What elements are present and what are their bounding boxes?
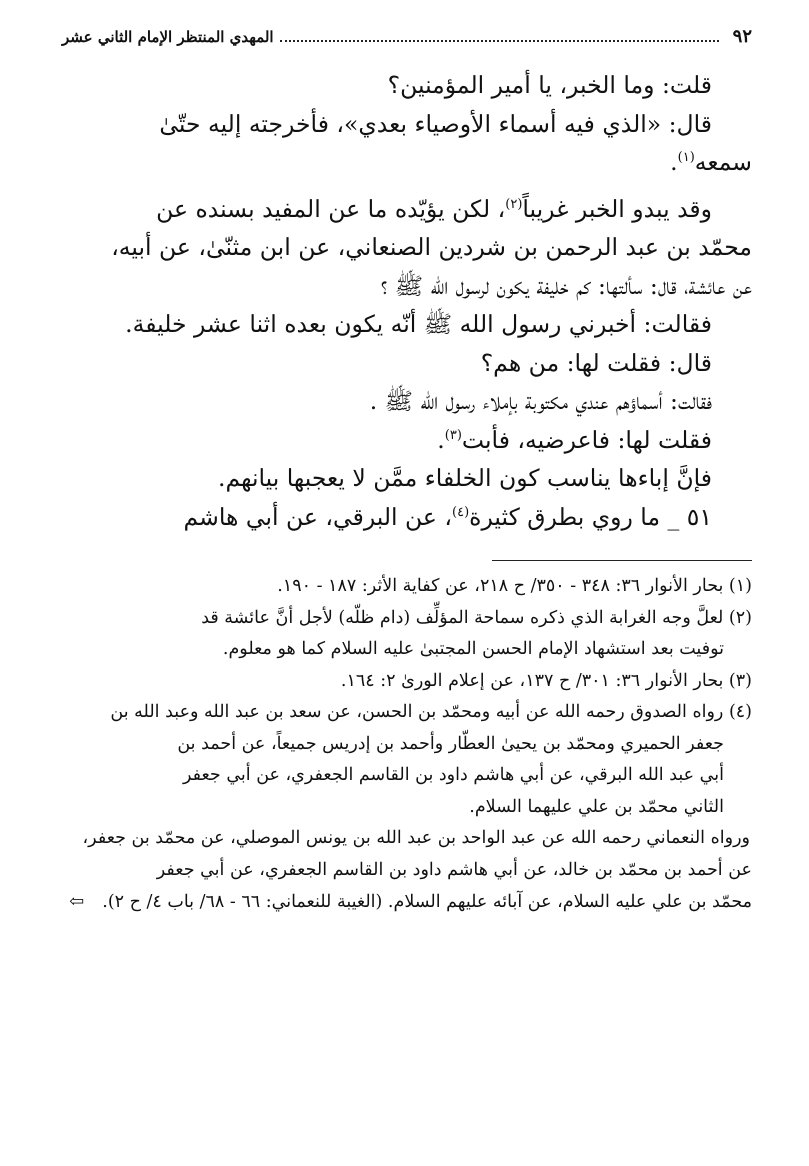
paragraph-quote-2: قال: فقلت لها: من هم؟ [480,348,712,377]
footnote-4-line-7 [62,886,752,919]
footnote-4-line-3: أبي عبد الله البرقي، عن أبي هاشم داود بن القاسم الجعفري، عن أبي جعفر [182,765,724,785]
paragraph-quote-4 [62,421,752,460]
footnote-2-line-2: توفيت بعد استشهاد الإمام الحسن المجتبىٰ عليه السلام كما هو معلوم. [222,639,724,659]
paragraph-quote-3: فقالت: أسماؤهم عندي مكتوبة بإملاء رسول الله ﷺ . [369,387,712,415]
footnotes [62,571,752,919]
footnote-ref-3[interactable]: (٣) [444,427,462,443]
footnote-1: (١) بحار الأنوار ٣٦: ٣٤٨ - ٣٥٠/ ح ٢١٨، عن كفاية الأثر: ١٨٧ - ١٩٠. [277,576,752,596]
header-dotted-leader [280,30,719,42]
book-page [62,26,752,919]
main-text [62,66,752,536]
footnote-4-line-6: عن أحمد بن محمّد بن خالد، عن أبي هاشم داود بن القاسم الجعفري، عن أبي جعفر [156,859,752,880]
footnote-2-line-1: (٢) لعلَّ وجه الغرابة الذي ذكره سماحة المؤلِّف (دام ظلّه) لأجل أنَّ عائشة قد [201,607,752,628]
footnote-4-line-5: ورواه النعماني رحمه الله عن عبد الواحد بن عبد الله بن يونس الموصلي، عن محمّد بن جعفر، [82,828,750,848]
paragraph-item-51 [62,498,752,537]
answer-line-1: قال: «الذي فيه أسماء الأوصياء بعدي»، فأخرجته إليه حتّىٰ [159,109,712,138]
quote-4-end: . [437,425,445,454]
footnote-4-line-2: جعفر الحميري ومحمّد بن يحيىٰ العطّار وأحمد بن إدريس جميعاً، عن أحمد بن [177,733,724,754]
footnote-4-line-1: (٤) رواه الصدوق رحمه الله عن أبيه ومحمّد بن الحسن، عن سعد بن عبد الله وعبد الله بن [110,702,752,722]
paragraph-commentary-3: عن عائشة، قال: سألتها: كم خليفة يكون لرسول الله ﷺ ؟ [380,271,752,300]
footnote-4-line-7-text: محمّد بن علي عليه السلام، عن آبائه عليهم السلام. (الغيبة للنعماني: ٦٦ - ٦٨/ باب ٤/ ح ٢). [102,892,752,912]
commentary-text-a: وقد يبدو الخبر غريباً [522,194,712,223]
footnote-ref-4[interactable]: (٤) [452,504,470,520]
paragraph-commentary-2: محمّد بن عبد الرحمن بن شردين الصنعاني، عن ابن مثنّىٰ، عن أبيه، [111,233,752,261]
item-51-text-b: ، عن البرقي، عن أبي هاشم [183,502,452,531]
footnote-4-line-4: الثاني محمّد بن علي عليهما السلام. [469,796,724,817]
paragraph-quote-1: فقالت: أخبرني رسول الله ﷺ أنّه يكون بعده اثنا عشر خليفة. [125,310,712,338]
paragraph-commentary-1 [62,190,752,229]
running-header [62,26,752,56]
page-number: ٩٢ [732,26,752,47]
answer-line-2: سمعه [694,148,752,176]
footnote-ref-1[interactable]: (١) [677,150,695,166]
paragraph-answer-cont: سمعه$^{(١)}$. [670,148,752,176]
paragraph-answer [62,105,752,144]
paragraph-conclusion: فإنَّ إباءها يناسب كون الخلفاء ممَّن لا يعجبها بيانهم. [218,464,712,492]
paragraph-question: قلت: وما الخبر، يا أمير المؤمنين؟ [387,71,712,99]
running-title: المهدي المنتظر الإمام الثاني عشر [62,28,274,46]
continue-arrow-icon: ⇦ [69,891,85,912]
footnote-3: (٣) بحار الأنوار ٣٦: ٣٠١/ ح ١٣٧، عن إعلام الورىٰ ٢: ١٦٤. [340,670,752,691]
footnote-separator [492,560,752,561]
commentary-text-b: ، لكن يؤيّده ما عن المفيد بسنده عن [156,194,506,223]
quote-4-text: فقلت لها: فاعرضيه، فأبت [461,425,712,454]
item-51-text-a: ٥١ _ ما روي بطرق كثيرة [469,502,712,531]
footnote-ref-2[interactable]: (٢) [505,196,523,212]
